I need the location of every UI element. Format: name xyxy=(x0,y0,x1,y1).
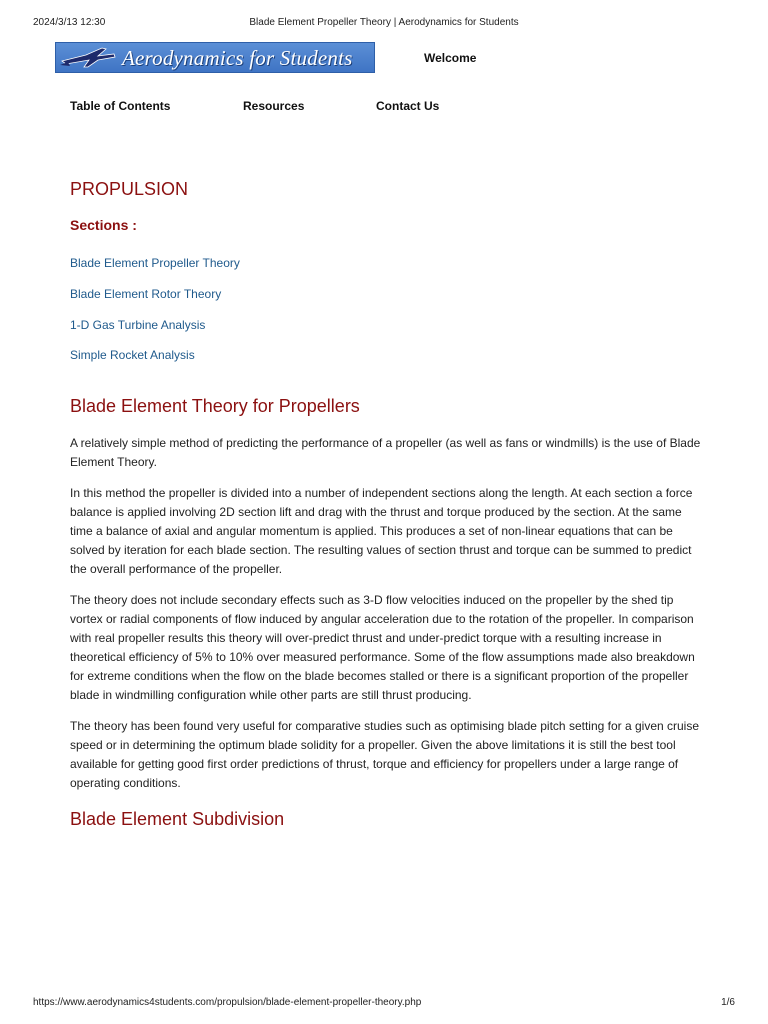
section-link-rocket-analysis[interactable]: Simple Rocket Analysis xyxy=(70,348,195,362)
welcome-text: Welcome xyxy=(424,51,477,65)
print-url: https://www.aerodynamics4students.com/propulsion/blade-element-propeller-theory.php xyxy=(33,997,422,1008)
section-link-blade-element-rotor[interactable]: Blade Element Rotor Theory xyxy=(70,287,222,301)
sections-label: Sections : xyxy=(70,217,137,233)
airplane-icon xyxy=(58,45,118,71)
banner-title: Aerodynamics for Students xyxy=(122,46,353,70)
nav-table-of-contents[interactable]: Table of Contents xyxy=(70,99,171,113)
article-heading: Blade Element Theory for Propellers xyxy=(70,396,360,416)
nav-contact-us[interactable]: Contact Us xyxy=(376,99,440,113)
paragraph-intro: A relatively simple method of predicting the performance of a propeller (as well as fans or windmills) is the use of Blade Element Theory. xyxy=(70,436,701,469)
print-date: 2024/3/13 12:30 xyxy=(33,17,106,28)
section-link-gas-turbine[interactable]: 1-D Gas Turbine Analysis xyxy=(70,318,206,332)
subdivision-heading: Blade Element Subdivision xyxy=(70,809,285,829)
paragraph-usefulness: The theory has been found very useful for comparative studies such as optimising blade pitch setting for a given cruise speed or in determining the optimum blade solidity for a propeller. Given the above limitations it is still the best tool available for getting good first order predictions of thrust, torque and efficiency for propellers under a large range of operating conditions. xyxy=(70,719,700,790)
print-title: Blade Element Propeller Theory | Aerodynamics for Students xyxy=(249,17,519,28)
paragraph-limitations: The theory does not include secondary effects such as 3-D flow velocities induced on the propeller by the shed tip vortex or radial components of flow induced by angular acceleration due to the rotation of the propeller. In comparison with real propeller results this theory will over-predict thrust and under-predict torque with a resulting increase in theoretical efficiency of 5% to 10% over measured performance. Some of the flow assumptions made also breakdown for extreme conditions when the flow on the blade becomes stalled or there is a significant proportion of the propeller blade in windmilling configuration while other parts are still thrust producing. xyxy=(70,593,695,702)
print-footer xyxy=(0,997,768,1011)
propulsion-heading: PROPULSION xyxy=(70,179,189,199)
print-header xyxy=(0,17,768,31)
section-link-blade-element-propeller[interactable]: Blade Element Propeller Theory xyxy=(70,256,240,270)
site-banner-logo[interactable] xyxy=(55,42,375,73)
nav-resources[interactable]: Resources xyxy=(243,99,305,113)
paragraph-method: In this method the propeller is divided into a number of independent sections along the length. At each section a force balance is applied involving 2D section lift and drag with the thrust and torque produced by the section. At the same time a balance of axial and angular momentum is applied. This produces a set of non-linear equations that can be solved by iteration for each blade section. The resulting values of section thrust and torque can be summed to predict the overall performance of the propeller. xyxy=(70,486,693,576)
print-page-number: 1/6 xyxy=(721,997,735,1008)
